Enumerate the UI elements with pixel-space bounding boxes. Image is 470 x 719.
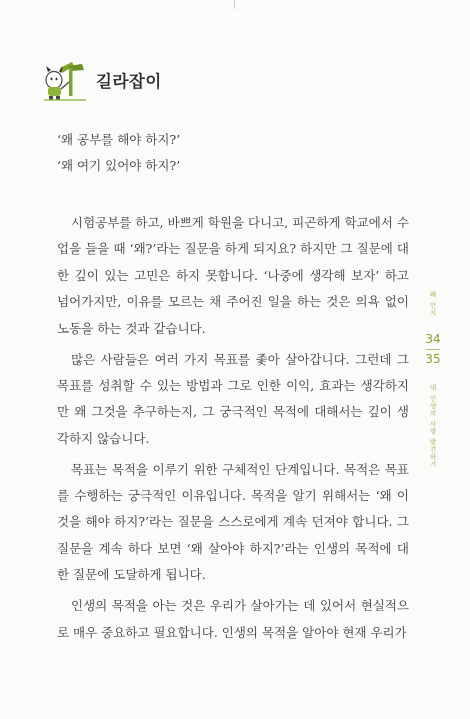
body-text: [57, 210, 409, 651]
page-title: 길라잡이: [96, 72, 162, 91]
page-number-left: 34: [425, 332, 441, 346]
top-crop-mark: [234, 0, 235, 9]
quote-line: ‘왜 여기 있어야 하지?’: [57, 158, 181, 173]
side-page-marker: [418, 290, 448, 471]
signpost-icon: [42, 58, 90, 102]
section-header: [42, 58, 162, 102]
book-section-label: 내 인생의 사명 발견하기: [428, 383, 437, 469]
paragraph: 시험공부를 하고, 바쁘게 학원을 다니고, 피곤하게 학교에서 수업을 들을 때 ‘왜?’라는 질문을 하게 되지요? 하지만 그 질문에 대한 깊이 있는 고민은 하지 못합니다. ‘나중에 생각해 보자’ 하고 넘어가지만, 이유를 모르는 채 주어진 일을 하는 것은 의욕 없이 노동을 하는 것과 같습니다.: [57, 215, 409, 336]
paragraph: 인생의 목적을 아는 것은 우리가 살아가는 데 있어서 현실적으로 매우 중요하고 필요합니다. 인생의 목적을 알아야 현재 우리가: [57, 598, 409, 640]
paragraph: 많은 사람들은 여러 가지 목표를 좇아 살아갑니다. 그런데 그 목표를 성취할 수 있는 방법과 그로 인한 이익, 효과는 생각하지만 왜 그것을 추구하는지, 그 궁극적인 목적에 대해서는 깊이 생각하지 않습니다.: [57, 351, 409, 446]
page-number-right: 35: [425, 352, 441, 366]
quote-block: [57, 127, 417, 179]
chapter-label: 왜 인지: [428, 291, 437, 317]
quote-line: ‘왜 공부를 해야 하지?’: [57, 132, 181, 147]
page-divider: [426, 349, 440, 350]
paragraph: 목표는 목적을 이루기 위한 구체적인 단계입니다. 목적은 목표를 수행하는 궁극적인 이유입니다. 목적을 알기 위해서는 ‘왜 이것을 해야 하지?’라는 질문을 스스로에게 계속 던져야 합니다. 그 질문을 계속 하다 보면 ‘왜 살아야 하지?’라는 인생의 목적에 대한 질문에 도달하게 됩니다.: [57, 461, 409, 583]
